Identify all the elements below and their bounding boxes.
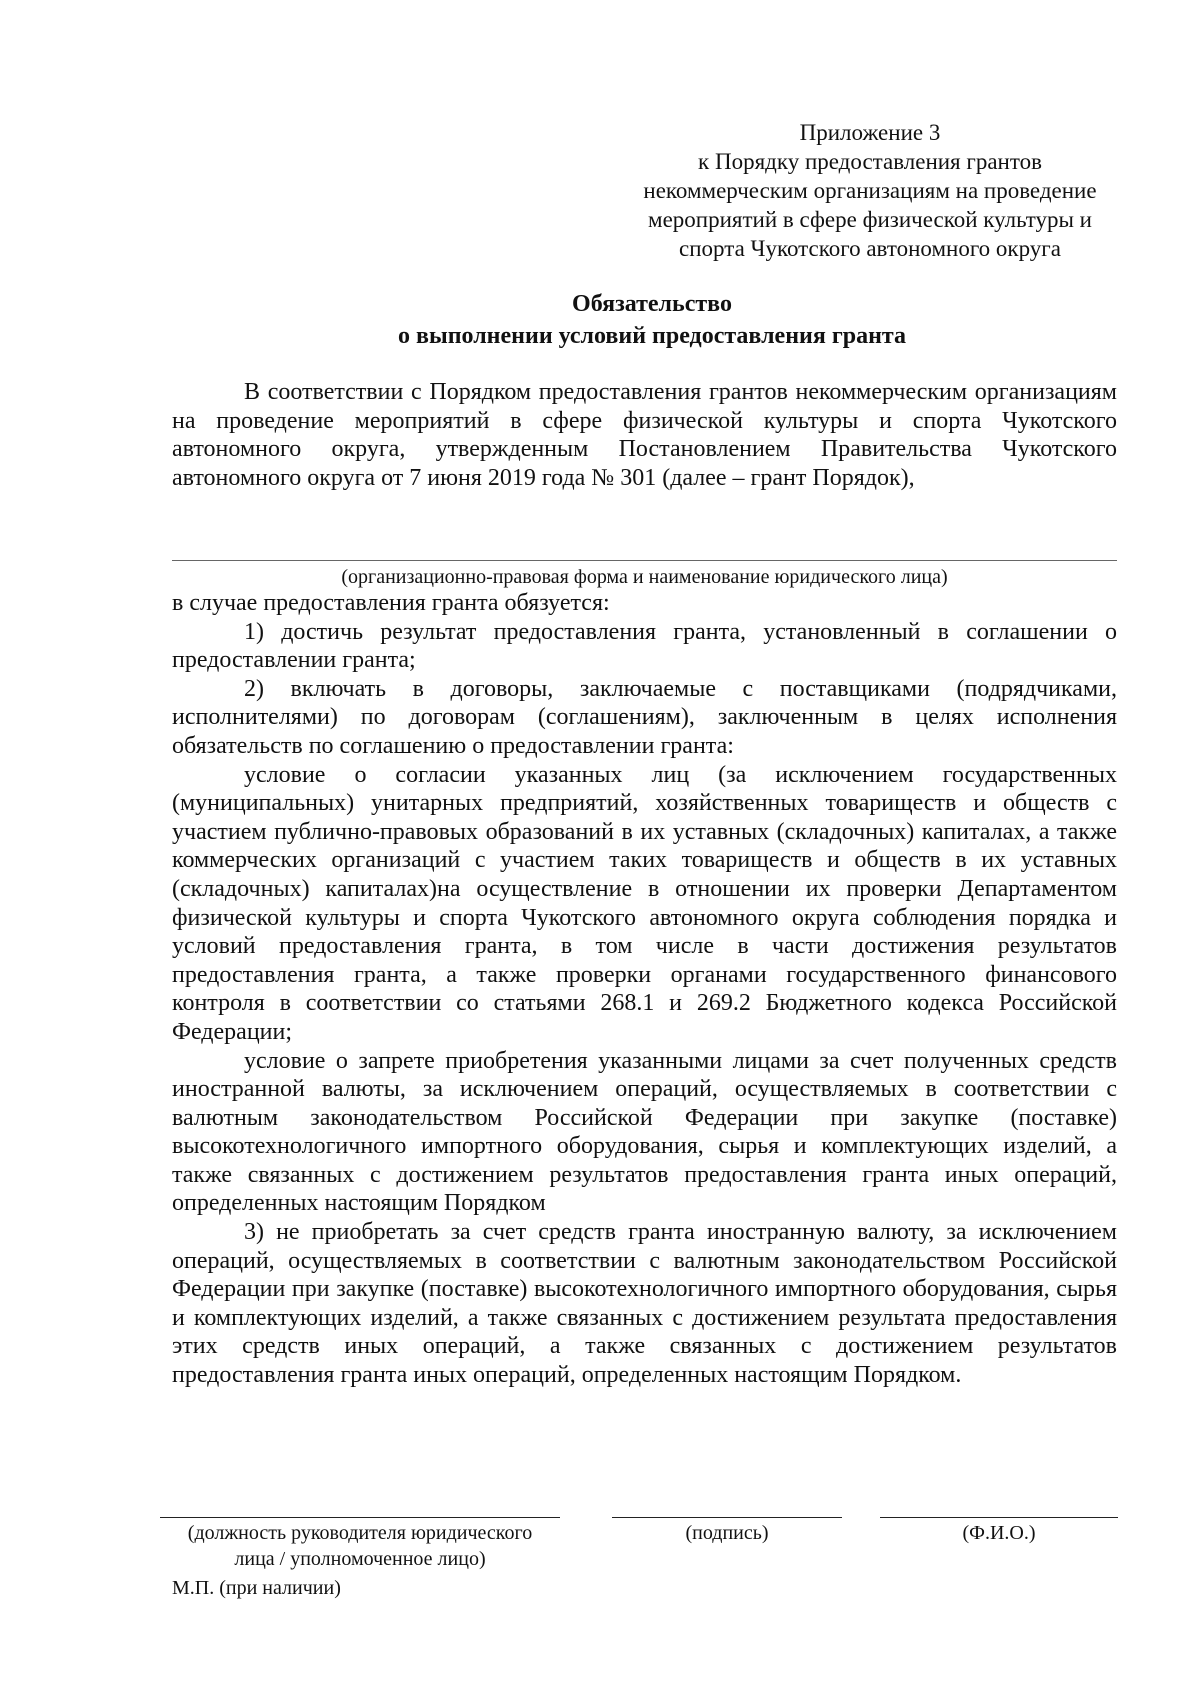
condition-currency-ban: условие о запрете приобретения указанными лицами за счет полученных средств иностранной валюты, за исключением операций, осуществляемых в соответствии с валютным законодательством Российской Федерации при закупке (поставке) высокотехнологичного импортного оборудования, сырья и комплектующих изделий, а также связанных с достижением результатов предоставления гранта иных операций, определенных настоящим Порядком <box>172 1047 1117 1217</box>
intro-block <box>172 378 1117 492</box>
position-signature-line <box>160 1517 560 1518</box>
annex-line: некоммерческим организациям на проведение <box>643 178 1097 203</box>
position-caption-line-2: лица / уполномоченное лицо) <box>234 1548 486 1570</box>
annex-line: мероприятий в сфере физической культуры и <box>648 207 1092 232</box>
condition-consent: условие о согласии указанных лиц (за исключением государственных (муниципальных) унитарных предприятий, хозяйственных товариществ и обществ с участием публично-правовых образований в их уставных (складочных) капиталах, а также коммерческих организаций с участием таких товариществ и обществ в их уставных (складочных) капиталах)на осуществление в отношении их проверки Департаментом физической культуры и спорта Чукотского автономного округа соблюдения порядка и условий предоставления гранта, в том числе в части достижения результатов предоставления гранта, а также проверки органами государственного финансового контроля в соответствии со статьями 268.1 и 269.2 Бюджетного кодекса Российской Федерации; <box>172 761 1117 1045</box>
full-name-line <box>880 1517 1118 1518</box>
signature-caption: (подпись) <box>685 1522 769 1544</box>
obligation-item-2: 2) включать в договоры, заключаемые с поставщиками (подрядчиками, исполнителями) по договорам (соглашениям), заключенным в целях исполнения обязательств по соглашению о предоставлении гранта: <box>172 675 1117 759</box>
position-caption-line-1: (должность руководителя юридического <box>187 1522 533 1544</box>
stamp-placeholder: М.П. (при наличии) <box>172 1577 341 1599</box>
annex-line: Приложение 3 <box>799 120 941 145</box>
organization-fill-line <box>172 560 1117 561</box>
organization-caption: (организационно-правовая форма и наименование юридического лица) <box>341 566 948 588</box>
obligation-item-3: 3) не приобретать за счет средств гранта иностранную валюту, за исключением операций, осуществляемых в соответствии с валютным законодательством Российской Федерации при закупке (поставке) высокотехнологичного импортного оборудования, сырья и комплектующих изделий, а также связанных с достижением результата предоставления этих средств иных операций, а также связанных с достижением результатов предоставления гранта иных операций, определенных настоящим Порядком. <box>172 1219 1117 1389</box>
position-caption <box>160 1520 560 1572</box>
title-line-1: Обязательство <box>572 291 732 317</box>
obligations-block <box>172 589 1117 1390</box>
title-line-2: о выполнении условий предоставления гранта <box>398 323 906 349</box>
annex-line: спорта Чукотского автономного округа <box>679 236 1061 261</box>
intro-paragraph: В соответствии с Порядком предоставления грантов некоммерческим организациям на проведение мероприятий в сфере физической культуры и спорта Чукотского автономного округа, утвержденным Постановлением Правительства Чукотского автономного округа от 7 июня 2019 года № 301 (далее – грант Порядок), <box>172 379 1117 491</box>
annex-line: к Порядку предоставления грантов <box>698 149 1042 174</box>
annex-header <box>600 118 1140 263</box>
full-name-caption: (Ф.И.О.) <box>962 1522 1036 1544</box>
signature-line <box>612 1517 842 1518</box>
document-title <box>172 288 1132 352</box>
obligation-item-1: 1) достичь результат предоставления гранта, установленный в соглашении о предоставлении гранта; <box>172 618 1117 674</box>
obligations-lead: в случае предоставления гранта обязуется: <box>172 590 610 616</box>
